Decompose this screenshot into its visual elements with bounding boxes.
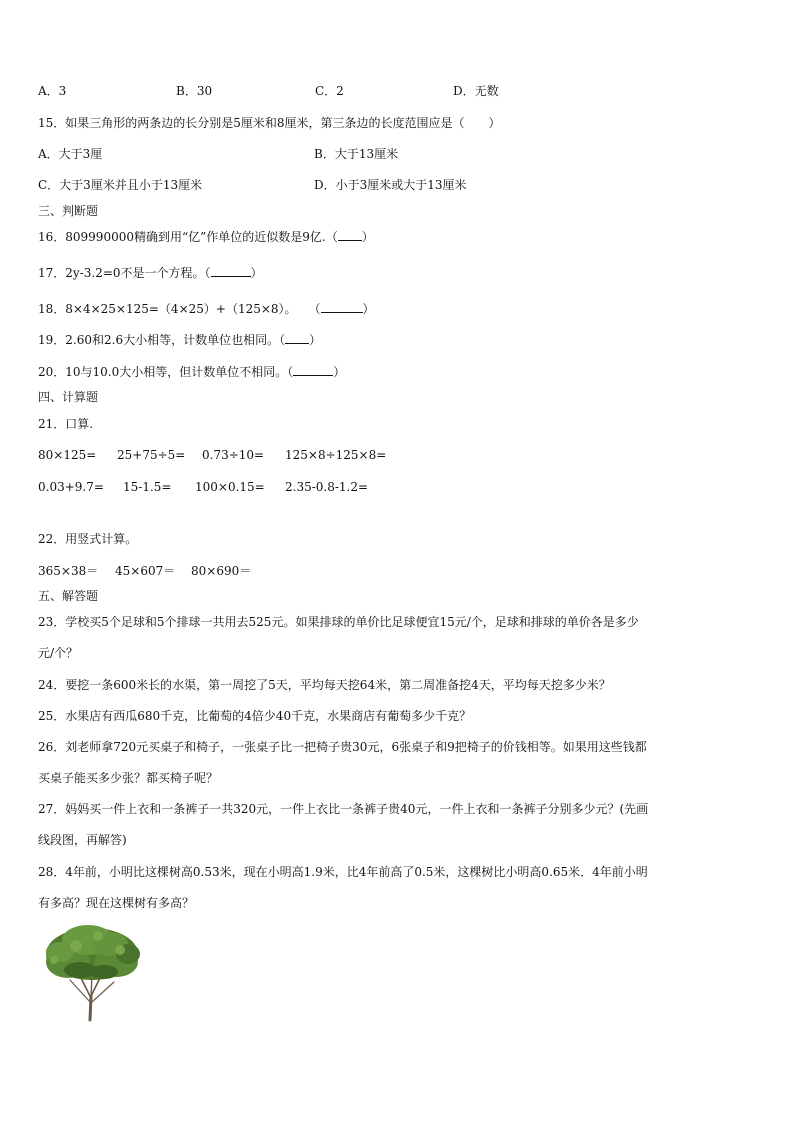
q15-option-c: C．大于3厘米并且小于13厘米	[38, 178, 203, 192]
q27-line1: 27．妈妈买一件上衣和一条裤子一共320元，一件上衣比一条裤子贵40元，一件上衣和一条裤子分别多少元？(先画	[38, 802, 649, 816]
q14-option-d: D．无数	[453, 84, 499, 98]
q28-line1: 28．4年前，小明比这棵树高0.53米，现在小明高1.9米，比4年前高了0.5米，这棵树比小明高0.65米．4年前小明	[38, 865, 648, 879]
q22-stem: 22．用竖式计算。	[38, 532, 138, 546]
q17-close: ）	[250, 266, 263, 280]
answer-blank[interactable]	[338, 229, 362, 241]
q21-item: 125×8÷125×8=	[285, 448, 387, 462]
q14-option-a: A．3	[38, 84, 67, 98]
q18	[38, 301, 375, 317]
q15-option-b: B．大于13厘米	[314, 147, 399, 161]
q19	[38, 332, 321, 348]
answer-blank[interactable]	[285, 332, 309, 344]
q23-line1: 23．学校买5个足球和5个排球一共用去525元。如果排球的单价比足球便宜15元/个，足球和排球的单价各是多少	[38, 615, 639, 629]
tree-illustration	[40, 918, 144, 1022]
q21-item: 0.03+9.7=	[38, 480, 104, 494]
q25: 25．水果店有西瓜680千克，比葡萄的4倍少40千克，水果商店有葡萄多少千克？	[38, 709, 472, 723]
q16	[38, 229, 374, 245]
q17-text: 17．2y-3.2=0不是一个方程。（	[38, 266, 211, 280]
q18-close: ）	[362, 302, 375, 316]
q20-close: ）	[333, 365, 346, 379]
q26-line2: 买桌子能买多少张？都买椅子呢？	[38, 771, 219, 785]
section-heading-word-problems: 五、解答题	[38, 589, 99, 603]
answer-blank[interactable]	[293, 364, 333, 376]
q21-item: 15-1.5=	[123, 480, 172, 494]
q22-item: 365×38＝	[38, 564, 99, 578]
q15-option-d: D．小于3厘米或大于13厘米	[314, 178, 467, 192]
q28-line2: 有多高？现在这棵树有多高？	[38, 896, 195, 910]
q16-text: 16．809990000精确到用“亿”作单位的近似数是9亿.（	[38, 230, 338, 244]
tree-foliage	[46, 925, 140, 980]
q20	[38, 364, 345, 380]
q23-line2: 元/个？	[38, 646, 79, 660]
answer-blank[interactable]	[321, 301, 363, 313]
q20-text: 20．10与10.0大小相等，但计数单位不相同。（	[38, 365, 294, 379]
q15-option-a: A．大于3厘	[38, 147, 103, 161]
q27-line2: 线段图，再解答)	[38, 833, 127, 847]
section-heading-calculation: 四、计算题	[38, 390, 99, 404]
q15-stem: 15．如果三角形的两条边的长分别是5厘米和8厘米，第三条边的长度范围应是（ ）	[38, 116, 501, 130]
q26-line1: 26．刘老师拿720元买桌子和椅子，一张桌子比一把椅子贵30元，6张桌子和9把椅子的价钱相等。如果用这些钱都	[38, 740, 647, 754]
q22-item: 80×690＝	[191, 564, 252, 578]
q14-option-c: C．2	[315, 84, 344, 98]
section-heading-judgement: 三、判断题	[38, 204, 99, 218]
q21-item: 0.73÷10=	[202, 448, 265, 462]
q22-item: 45×607＝	[115, 564, 176, 578]
q19-close: ）	[309, 333, 322, 347]
answer-blank[interactable]	[211, 265, 251, 277]
q14-option-b: B．30	[176, 84, 213, 98]
q16-close: ）	[361, 230, 374, 244]
q19-text: 19．2.60和2.6大小相等，计数单位也相同。（	[38, 333, 286, 347]
q21-item: 100×0.15=	[195, 480, 265, 494]
q21-stem: 21．口算.	[38, 417, 94, 431]
q24: 24．要挖一条600米长的水渠，第一周挖了5天，平均每天挖64米，第二周准备挖4天，平均每天挖多少米？	[38, 678, 611, 692]
q17	[38, 265, 263, 281]
q18-text: 18．8×4×25×125=（4×25）+（125×8）。 （	[38, 302, 321, 316]
q21-item: 80×125=	[38, 448, 97, 462]
q21-item: 2.35-0.8-1.2=	[285, 480, 369, 494]
q21-item: 25+75÷5=	[117, 448, 186, 462]
